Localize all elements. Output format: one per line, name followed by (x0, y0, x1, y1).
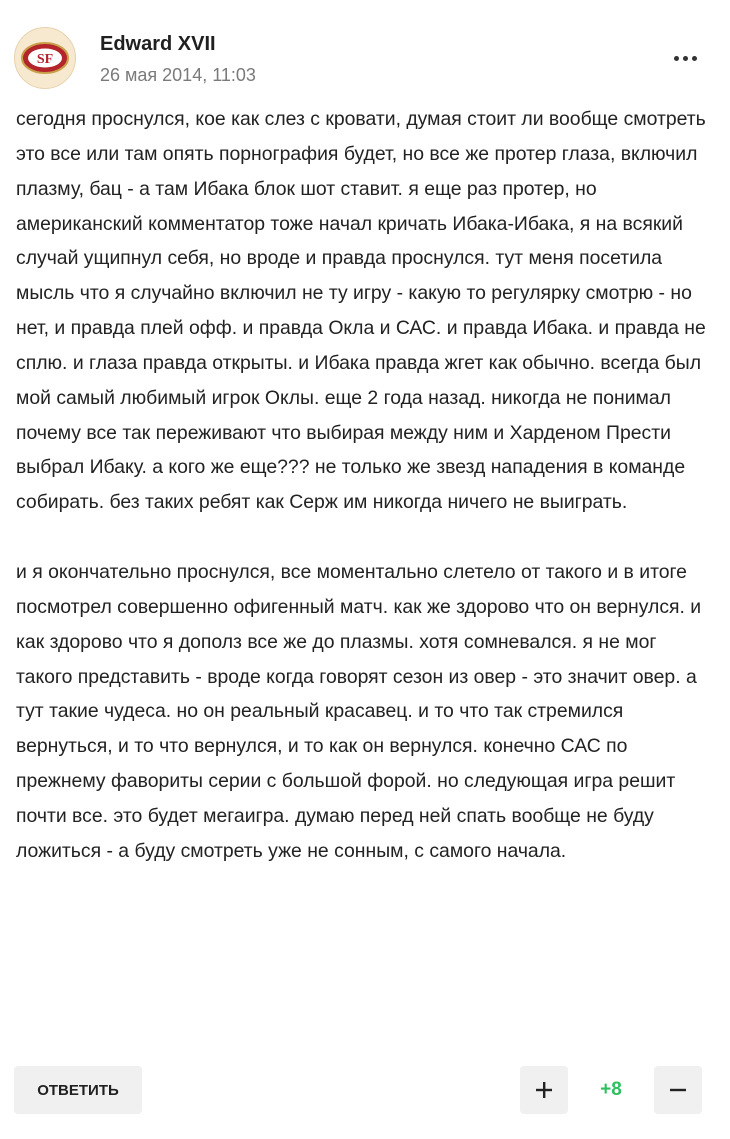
49ers-logo-icon (21, 42, 69, 74)
downvote-button[interactable] (654, 1066, 702, 1114)
comment-paragraph: сегодня проснулся, кое как слез с кровати, думая стоит ли вообще смотреть это все или там опять порнография будет, но все же протер глаза, включил плазму, бац - а там Ибака блок шот ставит. я еще раз протер, но американский комментатор тоже начал кричать Ибака-Ибака, я на всякий случай ущипнул себя, но вроде и правда проснулся. тут меня посетила мысль что я случайно включил не ту игру - какую то регулярку смотрю - но нет, и правда плей офф. и правда Окла и САС. и правда Ибака. и правда не сплю. и глаза правда открыты. и Ибака правда жгет как обычно. всегда был мой самый любимый игрок Оклы. еще 2 года назад. никогда не понимал почему все так переживают что выбирая между ним и Харденом Прести выбрал Ибаку. а кого же еще??? не только же звезд нападения в команде собирать. без таких ребят как Серж им никогда ничего не выиграть. (16, 108, 706, 514)
upvote-button[interactable] (520, 1066, 568, 1114)
comment-score: +8 (600, 1079, 622, 1100)
comment-actions (14, 1066, 702, 1114)
comment-paragraph: и я окончательно проснулся, все моментально слетело от такого и в итоге посмотрел совершенно офигенный матч. как же здорово что он вернулся. и как здорово что я дополз все же до плазмы. хотя сомневался. я не мог такого представить - вроде когда говорят сезон из овер - это значит овер. а тут такие чудеса. но он реальный красавец. и то что так стремился вернуться, и то что вернулся, и то как он вернулся. конечно САС по прежнему фавориты серии с большой форой. но следующая игра решит почти все. это будет мегаигра. думаю перед ней спать вообще не буду ложиться - а буду смотреть уже не сонным, с самого начала. (16, 560, 702, 862)
author-name[interactable]: Edward XVII (100, 33, 216, 55)
more-options-button[interactable] (668, 45, 702, 71)
avatar[interactable] (14, 27, 76, 89)
comment-header (14, 27, 716, 93)
comment-body (16, 102, 706, 869)
minus-icon (669, 1081, 687, 1099)
reply-button[interactable]: ОТВЕТИТЬ (14, 1066, 142, 1114)
more-dots-icon (674, 56, 679, 61)
plus-icon (535, 1081, 553, 1099)
svg-text:SF: SF (36, 52, 54, 67)
comment-timestamp: 26 мая 2014, 11:03 (100, 65, 256, 85)
